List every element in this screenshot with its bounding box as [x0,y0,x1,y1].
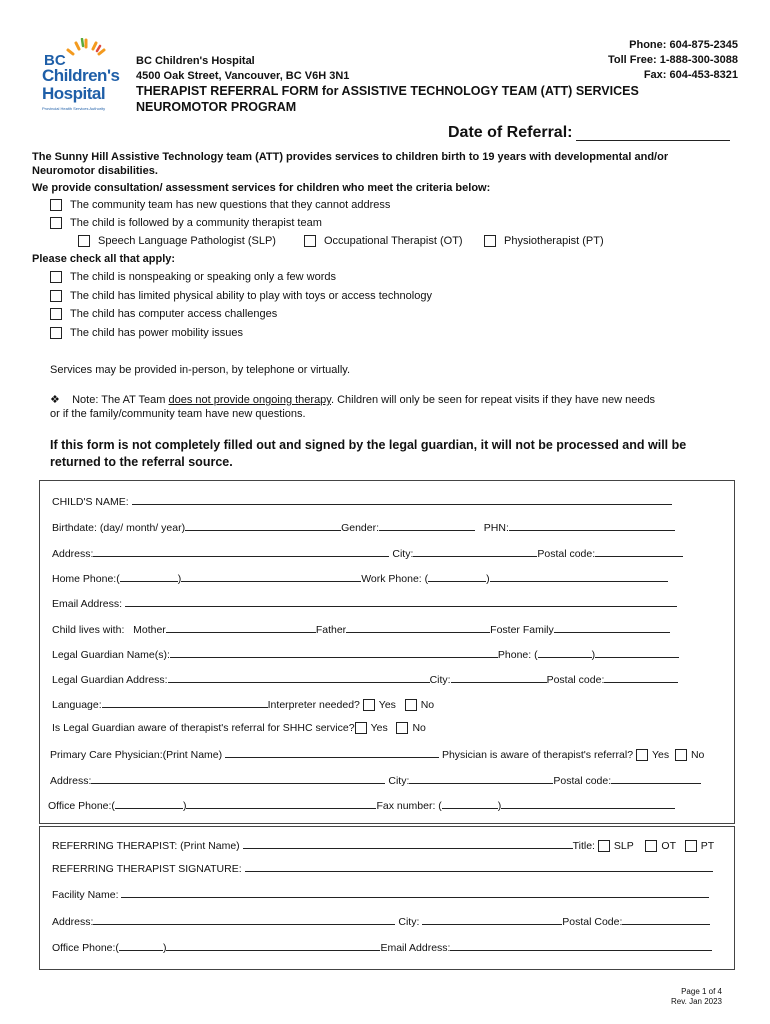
fax-number-field[interactable] [501,798,675,809]
org-address: 4500 Oak Street, Vancouver, BC V6H 3N1 [136,70,350,82]
diamond-bullet-icon: ❖ [50,394,60,406]
therapist-address-row: Address: City: Postal Code: [52,914,710,928]
logo-name-1: Children's [42,66,120,85]
fax-area-field[interactable] [442,798,498,809]
physician-yes-checkbox[interactable] [636,749,648,761]
checkbox[interactable] [484,235,496,247]
bc-childrens-hospital-logo [40,38,132,116]
guardian-address-row: Legal Guardian Address: City: Postal code: [52,672,678,686]
logo-name-2: Hospital [42,84,106,103]
phone-row: Home Phone:( ) Work Phone: ( ) [52,571,668,585]
check-item: The child has computer access challenges [50,308,277,320]
lives-with-row: Child lives with: Mother Father Foster Family [52,622,670,636]
checkbox[interactable] [78,235,90,247]
aware-yes-checkbox[interactable] [355,722,367,734]
work-phone-area-field[interactable] [428,571,486,582]
checkbox[interactable] [50,327,62,339]
physician-address-row: Address: City: Postal code: [50,773,701,787]
check-heading: Please check all that apply: [32,253,176,265]
email-row: Email Address: [52,596,677,610]
revision-date: Rev. Jan 2023 [671,997,722,1006]
therapist-address-field[interactable] [93,914,395,925]
title-ot-checkbox[interactable] [645,840,657,852]
gender-field[interactable] [379,520,475,531]
therapist-ot-option: Occupational Therapist (OT) [304,235,463,247]
therapist-slp-option: Speech Language Pathologist (SLP) [78,235,276,247]
therapist-phone-area-field[interactable] [119,940,163,951]
foster-family-field[interactable] [554,622,670,633]
guardian-phone-area-field[interactable] [538,647,592,658]
mother-field[interactable] [166,622,316,633]
therapist-contact-row: Office Phone:( ) Email Address: [52,940,712,954]
office-phone-row: Office Phone:( ) Fax number: ( ) [48,798,675,812]
criteria-heading: We provide consultation/ assessment services for children who meet the criteria below: [32,182,491,194]
facility-row: Facility Name: [52,887,709,901]
intro-line-1: The Sunny Hill Assistive Technology team (ATT) provides services to children birth to 19 years with developmental and/or [32,151,669,163]
criteria-item: The community team has new questions that they cannot address [50,199,390,211]
guardian-city-field[interactable] [451,672,547,683]
guardian-address-field[interactable] [168,672,430,683]
facility-field[interactable] [121,887,709,898]
city-field[interactable] [413,546,537,557]
physician-postal-field[interactable] [611,773,701,784]
intro-line-2: Neuromotor disabilities. [32,165,158,177]
birthdate-row: Birthdate: (day/ month/ year) Gender: PHN: [52,520,675,534]
form-title: THERAPIST REFERRAL FORM for ASSISTIVE TECHNOLOGY TEAM (ATT) SERVICES [136,84,639,98]
physician-row: Primary Care Physician:(Print Name) Physician is aware of therapist's referral? Yes No [50,749,705,761]
title-pt-checkbox[interactable] [685,840,697,852]
therapist-phone-field[interactable] [166,940,380,951]
logo-bc: BC [44,52,66,69]
guardian-postal-field[interactable] [604,672,678,683]
contact-block [608,38,738,83]
check-item: The child is nonspeaking or speaking only a few words [50,271,336,283]
page-number: Page 1 of 4 [681,987,722,996]
father-field[interactable] [346,622,490,633]
work-phone-field[interactable] [490,571,668,582]
referring-therapist-field[interactable] [243,838,573,849]
note-line-1: ❖ Note: The AT Team does not provide ongoing therapy. Children will only be seen for repeat visits if they have new needs [50,394,656,406]
therapist-pt-option: Physiotherapist (PT) [484,235,604,247]
guardian-aware-row: Is Legal Guardian aware of therapist's referral for SHHC service? Yes No [52,722,426,734]
warning-line-2: returned to the referral source. [50,455,233,469]
language-field[interactable] [102,697,268,708]
guardian-name-row: Legal Guardian Name(s): Phone: ( ) [52,647,679,661]
guardian-name-field[interactable] [170,647,498,658]
check-item: The child has power mobility issues [50,327,243,339]
note-line-2: or if the family/community team have new questions. [50,408,306,420]
physician-city-field[interactable] [409,773,553,784]
org-name: BC Children's Hospital [136,55,255,67]
aware-no-checkbox[interactable] [396,722,408,734]
date-of-referral-label: Date of Referral: [448,124,573,141]
email-field[interactable] [125,596,677,607]
logo-tagline: Provincial Health Services Authority [42,106,106,111]
home-phone-area-field[interactable] [120,571,178,582]
physician-no-checkbox[interactable] [675,749,687,761]
interpreter-yes-checkbox[interactable] [363,699,375,711]
physician-address-field[interactable] [91,773,385,784]
language-row: Language: Interpreter needed? Yes No [52,699,435,711]
warning-line-1: If this form is not completely filled out and signed by the legal guardian, it will not be processed and will be [50,438,687,452]
office-phone-area-field[interactable] [115,798,183,809]
phone-number: Phone: 604-875-2345 [629,39,738,51]
date-of-referral-field[interactable] [576,140,730,141]
birthdate-field[interactable] [185,520,341,531]
tollfree-number: Toll Free: 1-888-300-3088 [607,54,738,66]
therapist-email-field[interactable] [450,940,712,951]
referring-therapist-row: REFERRING THERAPIST: (Print Name) Title: SLP OT PT [52,840,715,852]
home-phone-field[interactable] [181,571,361,582]
guardian-phone-field[interactable] [595,647,679,658]
checkbox[interactable] [50,199,62,211]
office-phone-field[interactable] [186,798,376,809]
address-field[interactable] [93,546,389,557]
address-row: Address: City: Postal code: [52,546,683,560]
child-name-row: CHILD'S NAME: [52,494,672,508]
therapist-postal-field[interactable] [622,914,710,925]
therapist-city-field[interactable] [422,914,562,925]
checkbox[interactable] [50,271,62,283]
page-footer [671,987,722,1007]
checkbox[interactable] [50,308,62,320]
checkbox[interactable] [304,235,316,247]
signature-row: REFERRING THERAPIST SIGNATURE: [52,861,713,875]
interpreter-no-checkbox[interactable] [405,699,417,711]
child-name-field[interactable] [132,494,672,505]
checkbox[interactable] [50,290,62,302]
title-slp-checkbox[interactable] [598,840,610,852]
postal-code-field[interactable] [595,546,683,557]
criteria-item: The child is followed by a community therapist team [50,217,322,229]
signature-field[interactable] [245,861,713,872]
form-subtitle: NEUROMOTOR PROGRAM [136,100,297,114]
checkbox[interactable] [50,217,62,229]
fax-number: Fax: 604-453-8321 [643,69,738,81]
check-item: The child has limited physical ability to play with toys or access technology [50,290,432,302]
physician-name-field[interactable] [225,747,439,758]
phn-field[interactable] [509,520,675,531]
services-note: Services may be provided in-person, by telephone or virtually. [50,364,351,376]
